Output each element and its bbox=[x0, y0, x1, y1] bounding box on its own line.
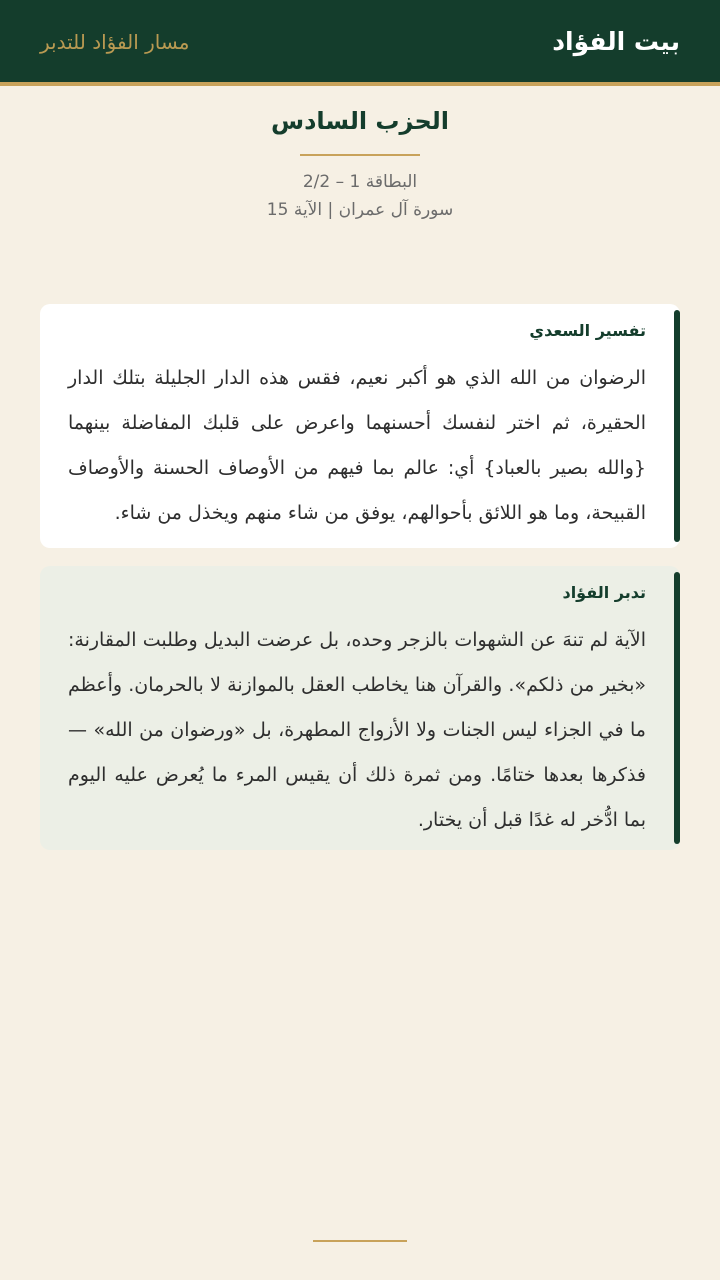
tafsir-text: الرضوان من الله الذي هو أكبر نعيم، فقس هذه الدار الجليلة بتلك الدار الحقيرة، ثم اختر لنفسك أحسنهما واعرض على قلبك المفاضلة بينهما {والله بصير بالعباد} أي: عالم بما فيهم من الأوصاف الحسنة والأوصاف القبيحة، وما هو اللائق بأحوالهم، يوفق من شاء منهم ويخذل من شاء. bbox=[68, 367, 646, 524]
tafsir-heading: تفسير السعدي bbox=[529, 321, 646, 340]
tadabbur-card bbox=[40, 566, 680, 850]
footer-divider bbox=[313, 1240, 407, 1242]
tadabbur-path-link[interactable]: مسار الفؤاد للتدبر bbox=[40, 30, 190, 54]
tadabbur-heading: تدبر الفؤاد bbox=[562, 583, 646, 602]
page-title: الحزب السادس bbox=[270, 107, 450, 135]
verse-reference: سورة آل عمران | الآية 15 bbox=[266, 200, 454, 220]
tadabbur-text: الآية لم تنهَ عن الشهوات بالزجر وحده، بل عرضت البديل وطلبت المقارنة: «بخير من ذلكم». والقرآن هنا يخاطب العقل بالموازنة لا بالحرمان. وأعظم ما في الجزاء ليس الجنات ولا الأزواج المطهرة، بل «ورضوان من الله» — فذكرها بعدها ختامًا. ومن ثمرة ذلك أن يقيس المرء ما يُعرض عليه اليوم بما ادُّخر له غدًا قبل أن يختار. bbox=[68, 629, 646, 831]
app-brand-title[interactable]: بيت الفؤاد bbox=[552, 27, 680, 56]
title-divider bbox=[300, 154, 420, 156]
app-header bbox=[0, 0, 720, 86]
tafsir-card bbox=[40, 304, 680, 548]
card-counter: البطاقة 1 – 2/2 bbox=[302, 172, 418, 192]
